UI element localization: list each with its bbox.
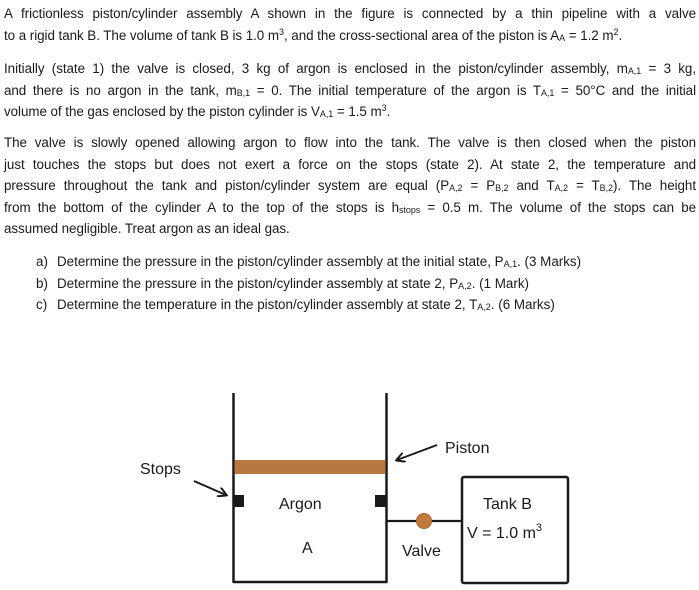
- superscript: 3: [535, 522, 543, 534]
- subscript: B,2: [599, 183, 614, 193]
- text: Determine the temperature in the piston/cylinder assembly at state 2, T: [57, 297, 478, 312]
- stops-arrow-icon: [194, 481, 226, 495]
- p3-line5: assumed negligible. Treat argon as an ideal gas.: [4, 221, 290, 236]
- p1-line1: A frictionless piston/cylinder assembly A shown in the figure is connected by a thin pipeline with a valve: [4, 6, 696, 21]
- question-label: c): [36, 297, 48, 312]
- subscript: A: [559, 32, 566, 43]
- text: .: [618, 27, 623, 43]
- subscript: A,1: [319, 109, 334, 119]
- argon-label: Argon: [279, 496, 322, 513]
- superscript: 2: [613, 26, 619, 37]
- text: = 0. The initial temperature of the argon is T: [250, 82, 542, 98]
- tank-b-label: Tank B: [483, 496, 532, 513]
- piston-label: Piston: [445, 440, 490, 457]
- subscript: A,2: [458, 280, 472, 291]
- text: ). The height: [613, 178, 696, 193]
- text: and there is no argon in the tank, m: [4, 82, 237, 98]
- text: Determine the pressure in the piston/cylinder assembly at the initial state, P: [57, 254, 504, 269]
- valve-icon: [417, 514, 432, 529]
- stop-right: [375, 495, 386, 507]
- text: . (3 Marks): [517, 254, 582, 269]
- text: pressure throughout the tank and piston/cylinder system are equal (P: [4, 178, 450, 193]
- text: .: [386, 104, 391, 119]
- subscript: A,1: [541, 87, 555, 98]
- text: . (6 Marks): [490, 297, 555, 312]
- p3-line2: just touches the stops but does not exert a force on the stops (state 2). At state 2, the temperature and: [4, 156, 696, 172]
- piston-arrow-icon: [397, 445, 437, 460]
- subscript: B,2: [495, 183, 509, 193]
- piston: [235, 460, 386, 474]
- text: Initially (state 1) the valve is closed, 3 kg of argon is enclosed in the piston/cylinder assembly, m: [4, 61, 628, 76]
- question-label: a): [36, 254, 48, 269]
- text: to a rigid tank B. The volume of tank B is 1.0 m: [4, 27, 279, 43]
- text: , and the cross-sectional area of the piston is A: [283, 27, 560, 43]
- stops-label: Stops: [140, 461, 181, 478]
- superscript: 3: [278, 26, 284, 37]
- text: Determine the pressure in the piston/cylinder assembly at state 2, P: [57, 275, 459, 291]
- text: = 1.2 m: [565, 27, 614, 43]
- text: . (1 Mark): [471, 275, 529, 291]
- stop-left: [234, 495, 244, 507]
- subscript: stops: [398, 204, 421, 215]
- text: = P: [462, 178, 496, 193]
- text: = T: [567, 178, 600, 193]
- superscript: 3: [381, 103, 387, 113]
- cylinder-a-label: A: [302, 540, 313, 557]
- subscript: A,1: [503, 259, 518, 269]
- subscript: B,1: [236, 87, 251, 98]
- text: = 1.5 m: [333, 104, 382, 119]
- subscript: A,2: [554, 183, 568, 193]
- text: and T: [508, 178, 555, 193]
- subscript: A,2: [449, 183, 463, 193]
- text: volume of the gas enclosed by the piston cylinder is V: [4, 104, 320, 119]
- valve-label: Valve: [402, 543, 441, 560]
- tank-volume-label: [467, 522, 543, 543]
- text: = 50°C and the initial: [554, 82, 696, 98]
- subscript: A,1: [627, 66, 642, 76]
- text: = 0.5 m. The volume of the stops can be: [420, 199, 696, 215]
- question-label: b): [36, 275, 48, 291]
- subscript: A,2: [477, 302, 491, 312]
- p3-line1: The valve is slowly opened allowing argon to flow into the tank. The valve is then closed when the piston: [4, 135, 696, 150]
- text: from the bottom of the cylinder A to the top of the stops is h: [4, 199, 399, 215]
- text: V = 1.0 m: [467, 525, 536, 542]
- text: = 3 kg,: [641, 61, 696, 76]
